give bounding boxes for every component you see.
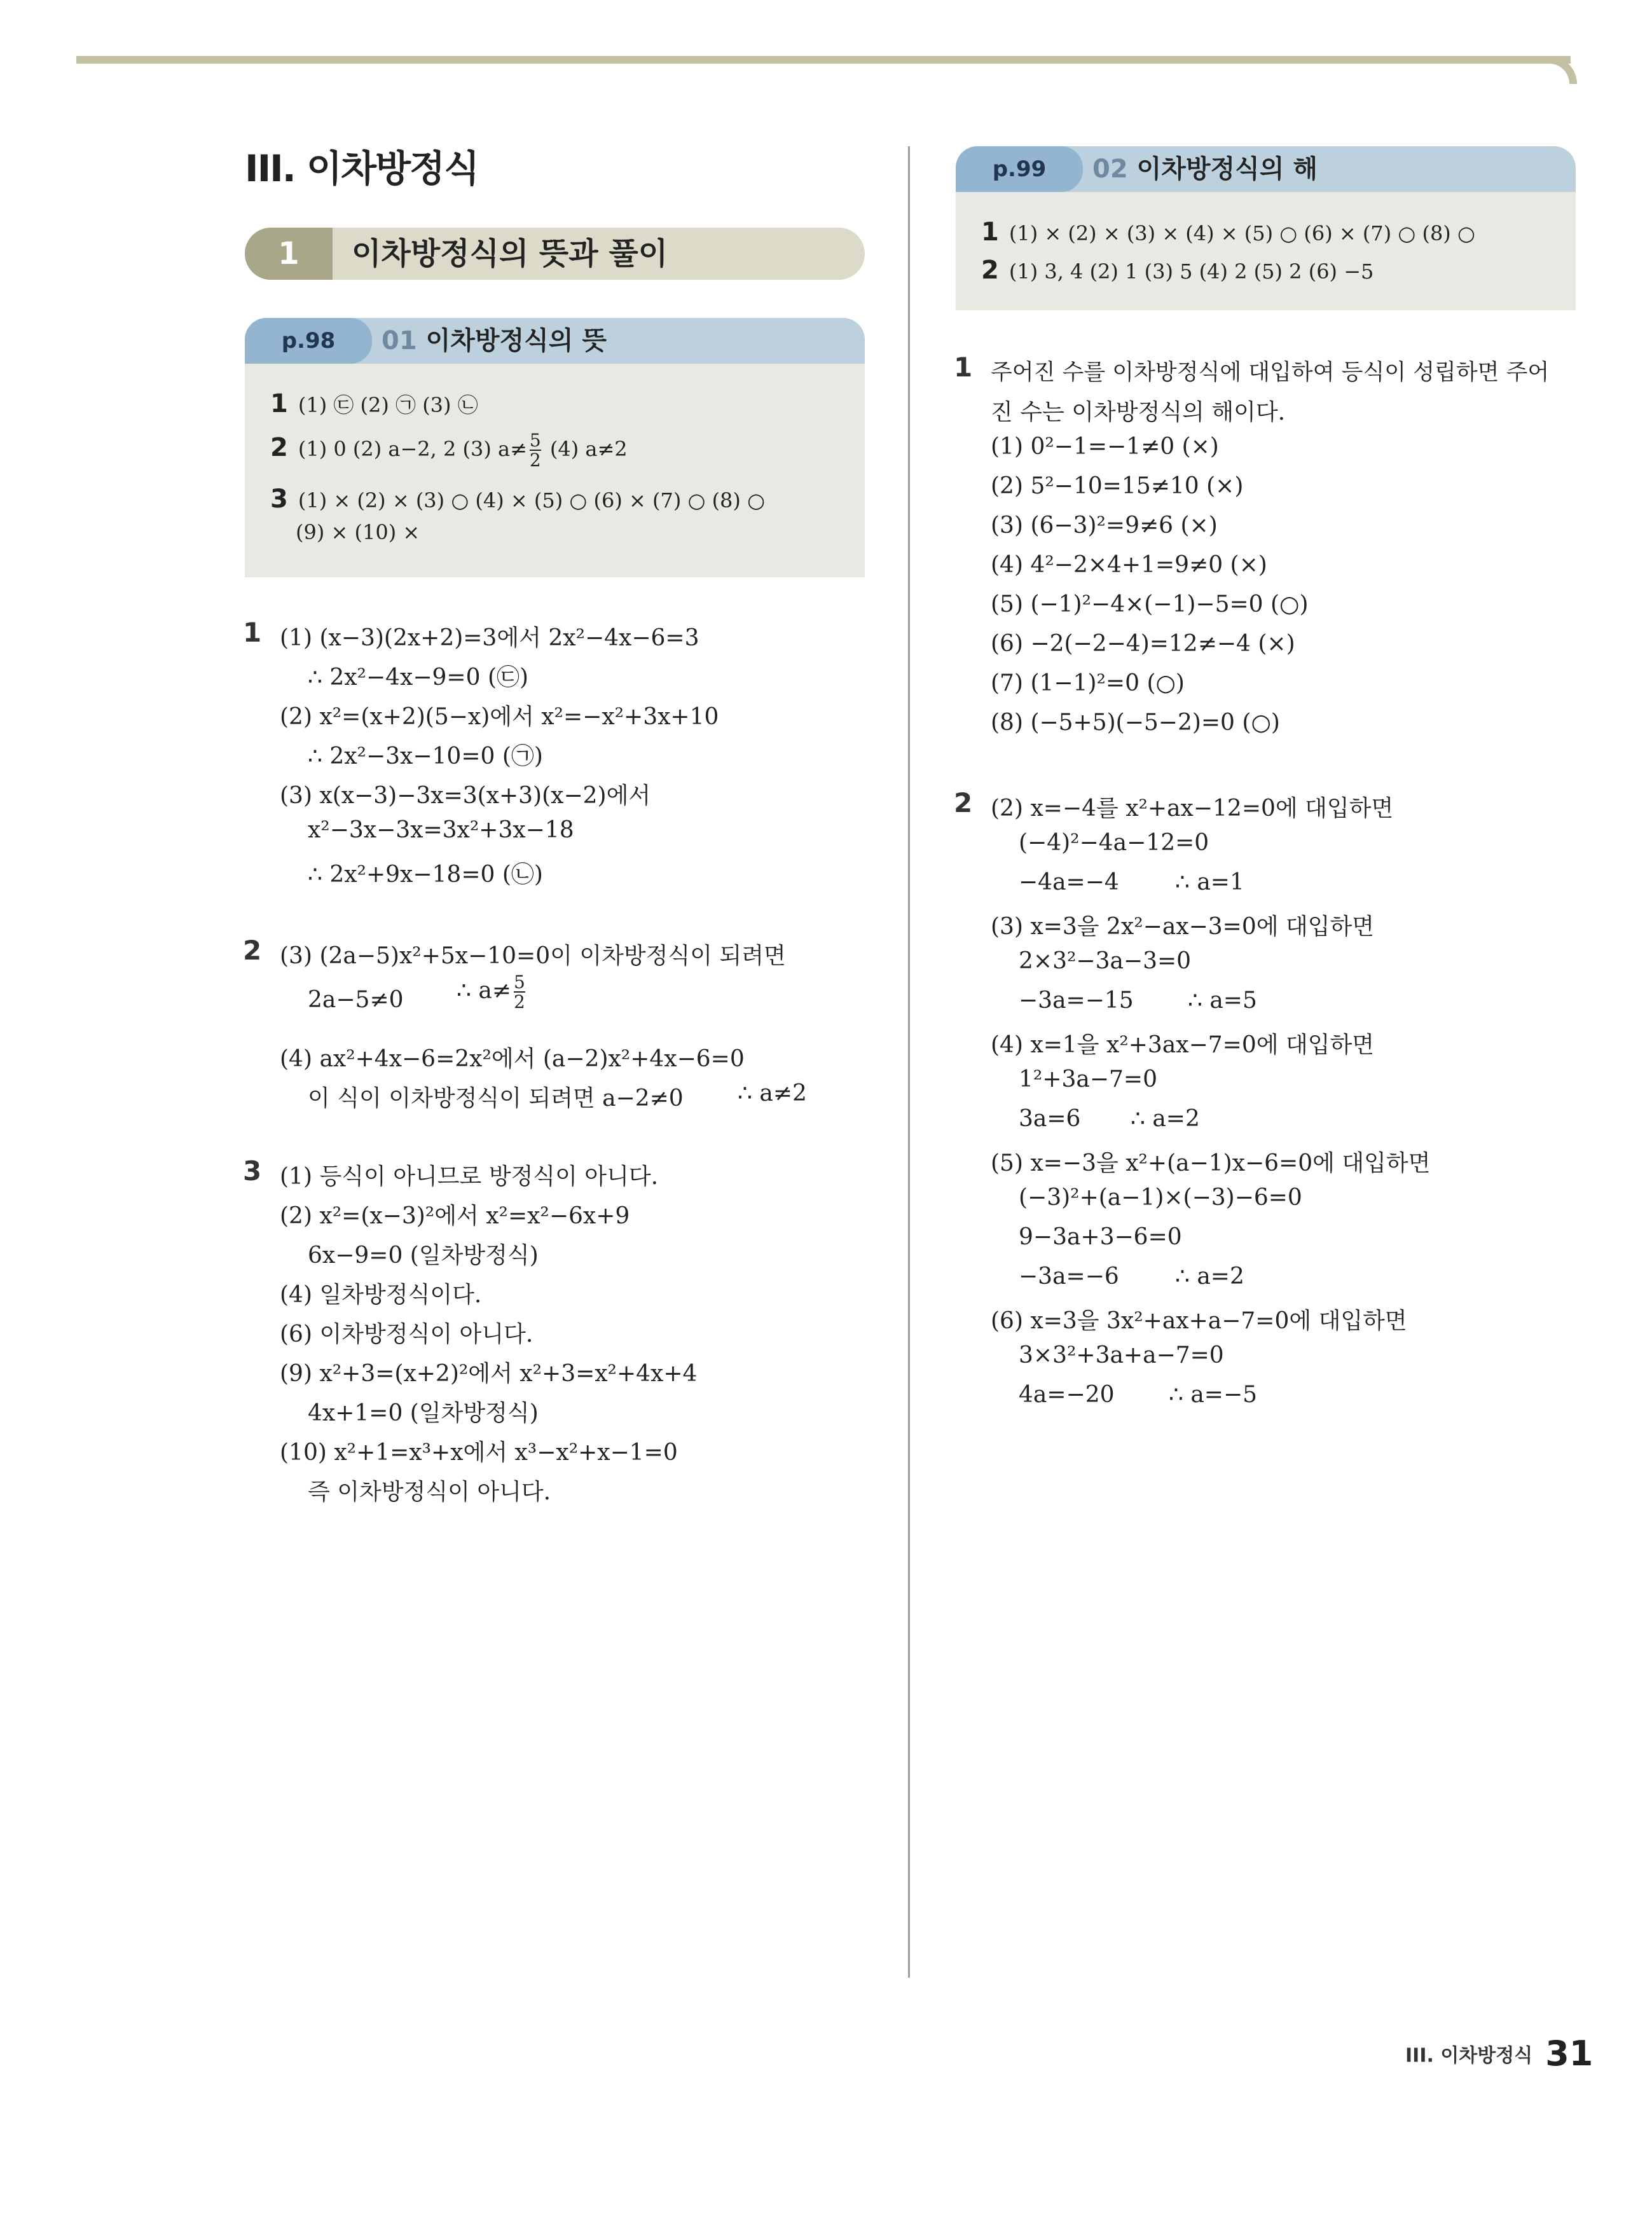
answer-number: 2 (981, 256, 999, 285)
page-number: 31 (1545, 2034, 1593, 2074)
page-footer (1405, 2034, 1593, 2074)
top-rule (76, 56, 1571, 64)
answer-line-3 (270, 485, 765, 514)
solution-line: 주어진 수를 이차방정식에 대입하여 등식이 성립하면 주어 (991, 360, 1550, 385)
solution-line: 즉 이차방정식이 아니다. (308, 1479, 551, 1505)
fraction-denominator: 2 (529, 450, 541, 471)
solution-line: ∴ a=2 (1175, 1263, 1244, 1290)
solution-number-2: 2 (954, 787, 973, 818)
solution-line: (3) x=3을 2x²−ax−3=0에 대입하면 (991, 914, 1375, 940)
solution-line: 9−3a+3−6=0 (1019, 1224, 1182, 1250)
solution-line: (5) (−1)²−4×(−1)−5=0 (○) (991, 591, 1309, 617)
answer-box-title-text: 이차방정식의 뜻 (425, 326, 607, 355)
answer-number: 3 (270, 485, 288, 514)
solution-line: x²−3x−3x=3x²+3x−18 (308, 817, 574, 843)
answer-box-01 (245, 318, 865, 577)
solution-line: 2×3²−3a−3=0 (1019, 948, 1192, 974)
solution-line: (6) −2(−2−4)=12≠−4 (×) (991, 631, 1295, 657)
fraction-denominator: 2 (513, 991, 525, 1013)
solution-line: ∴ 2x²+9x−18=0 (㉡) (308, 862, 543, 888)
solution-line: (3) (6−3)²=9≠6 (×) (991, 513, 1218, 539)
answer-line-2 (981, 256, 1373, 285)
footer-chapter-label: III. 이차방정식 (1405, 2044, 1533, 2067)
solution-line: (3) x(x−3)−3x=3(x+3)(x−2)에서 (280, 783, 651, 809)
solution-line: 3×3²+3a+a−7=0 (1019, 1342, 1224, 1368)
solution-line: ∴ a=2 (1131, 1106, 1200, 1132)
solution-line: (1) (x−3)(2x+2)=3에서 2x²−4x−6=3 (280, 625, 699, 651)
fraction (530, 431, 541, 470)
solution-line: 1²+3a−7=0 (1019, 1066, 1158, 1092)
answer-box-number: 02 (1092, 155, 1128, 184)
solution-line: (2) 5²−10=15≠10 (×) (991, 473, 1244, 499)
answer-text: (1) × (2) × (3) × (4) × (5) ○ (6) × (7) ○ (8) ○ (1008, 221, 1475, 245)
answer-box-02 (956, 146, 1576, 310)
solution-line: (−4)²−4a−12=0 (1019, 830, 1209, 856)
solution-line: ∴ 2x²−3x−10=0 (㉠) (308, 743, 543, 769)
solution-line: (−3)²+(a−1)×(−3)−6=0 (1019, 1185, 1302, 1211)
solution-line: (4) 일차방정식이다. (280, 1282, 482, 1308)
answer-number: 1 (270, 389, 288, 418)
solution-line: (10) x²+1=x³+x에서 x³−x²+x−1=0 (280, 1440, 678, 1466)
chapter-title: III. 이차방정식 (245, 147, 479, 190)
solution-line: (2) x²=(x−3)²에서 x²=x²−6x+9 (280, 1203, 630, 1229)
solution-line: (2) x=−4를 x²+ax−12=0에 대입하면 (991, 795, 1394, 822)
section-bar (245, 228, 865, 280)
answer-text: (4) a≠2 (549, 436, 628, 461)
solution-number-3: 3 (243, 1155, 262, 1187)
solution-line: −3a=−15 (1019, 988, 1134, 1014)
solution-line: ∴ a=5 (1188, 988, 1257, 1014)
solution-line: (1) 0²−1=−1≠0 (×) (991, 434, 1219, 460)
solution-line: 이 식이 이차방정식이 되려면 a−2≠0 (308, 1085, 684, 1112)
solution-line: ∴ a=1 (1175, 869, 1244, 895)
top-rule-corner (1539, 56, 1577, 84)
answer-box-title (1092, 146, 1318, 192)
solution-text: ∴ a≠ (457, 977, 511, 1004)
solution-line: (7) (1−1)²=0 (○) (991, 670, 1185, 696)
solution-line: 2a−5≠0 (308, 987, 404, 1013)
solution-line (457, 973, 528, 1012)
column-divider (908, 146, 910, 1978)
fraction-numerator: 5 (529, 430, 541, 451)
answer-box-number: 01 (382, 326, 417, 355)
answer-text: (1) ㉢ (2) ㉠ (3) ㉡ (298, 393, 478, 417)
answer-line-3b: (9) × (10) × (296, 520, 420, 544)
solution-line: (6) x=3을 3x²+ax+a−7=0에 대입하면 (991, 1308, 1407, 1334)
answer-text: (1) 0 (2) a−2, 2 (3) a≠ (298, 436, 527, 461)
solution-line: (4) 4²−2×4+1=9≠0 (×) (991, 552, 1267, 578)
solution-line: 4x+1=0 (일차방정식) (308, 1400, 539, 1426)
answer-box-title-text: 이차방정식의 해 (1136, 155, 1318, 184)
page-ref: p.99 (956, 146, 1083, 192)
solution-line: ∴ a≠2 (738, 1080, 807, 1106)
solution-line: ∴ a=−5 (1169, 1382, 1258, 1408)
solution-line: (9) x²+3=(x+2)²에서 x²+3=x²+4x+4 (280, 1361, 698, 1387)
answer-line-1 (270, 389, 478, 418)
solution-line: −3a=−6 (1019, 1263, 1119, 1290)
section-title: 이차방정식의 뜻과 풀이 (352, 236, 668, 272)
solution-line: 3a=6 (1019, 1106, 1081, 1132)
solution-line: (1) 등식이 아니므로 방정식이 아니다. (280, 1164, 659, 1190)
solution-line: (4) x=1을 x²+3ax−7=0에 대입하면 (991, 1032, 1375, 1058)
answer-text: (1) × (2) × (3) ○ (4) × (5) ○ (6) × (7) ○ (8) ○ (298, 488, 765, 513)
solution-number-1: 1 (954, 352, 973, 383)
solution-number-1: 1 (243, 617, 262, 648)
solution-line: −4a=−4 (1019, 869, 1119, 895)
fraction-numerator: 5 (513, 972, 525, 993)
answer-text: (1) 3, 4 (2) 1 (3) 5 (4) 2 (5) 2 (6) −5 (1008, 259, 1374, 284)
solution-line: (6) 이차방정식이 아니다. (280, 1321, 533, 1347)
page-ref: p.98 (245, 318, 372, 364)
solution-line: (8) (−5+5)(−5−2)=0 (○) (991, 710, 1280, 736)
solution-line: ∴ 2x²−4x−9=0 (㉢) (308, 664, 529, 691)
answer-line-1 (981, 217, 1475, 247)
solution-line: (5) x=−3을 x²+(a−1)x−6=0에 대입하면 (991, 1150, 1431, 1176)
solution-line: 4a=−20 (1019, 1382, 1115, 1408)
solution-line: 6x−9=0 (일차방정식) (308, 1242, 539, 1269)
fraction (514, 973, 525, 1012)
answer-box-title (382, 318, 607, 364)
solution-number-2: 2 (243, 935, 262, 966)
solution-line: (2) x²=(x+2)(5−x)에서 x²=−x²+3x+10 (280, 704, 719, 730)
solution-line: 진 수는 이차방정식의 해이다. (991, 399, 1286, 425)
answer-line-2 (270, 431, 628, 470)
section-number: 1 (245, 228, 333, 280)
answer-number: 2 (270, 432, 288, 462)
solution-line: (4) ax²+4x−6=2x²에서 (a−2)x²+4x−6=0 (280, 1046, 745, 1072)
solution-line: (3) (2a−5)x²+5x−10=0이 이차방정식이 되려면 (280, 943, 786, 969)
answer-number: 1 (981, 217, 999, 247)
